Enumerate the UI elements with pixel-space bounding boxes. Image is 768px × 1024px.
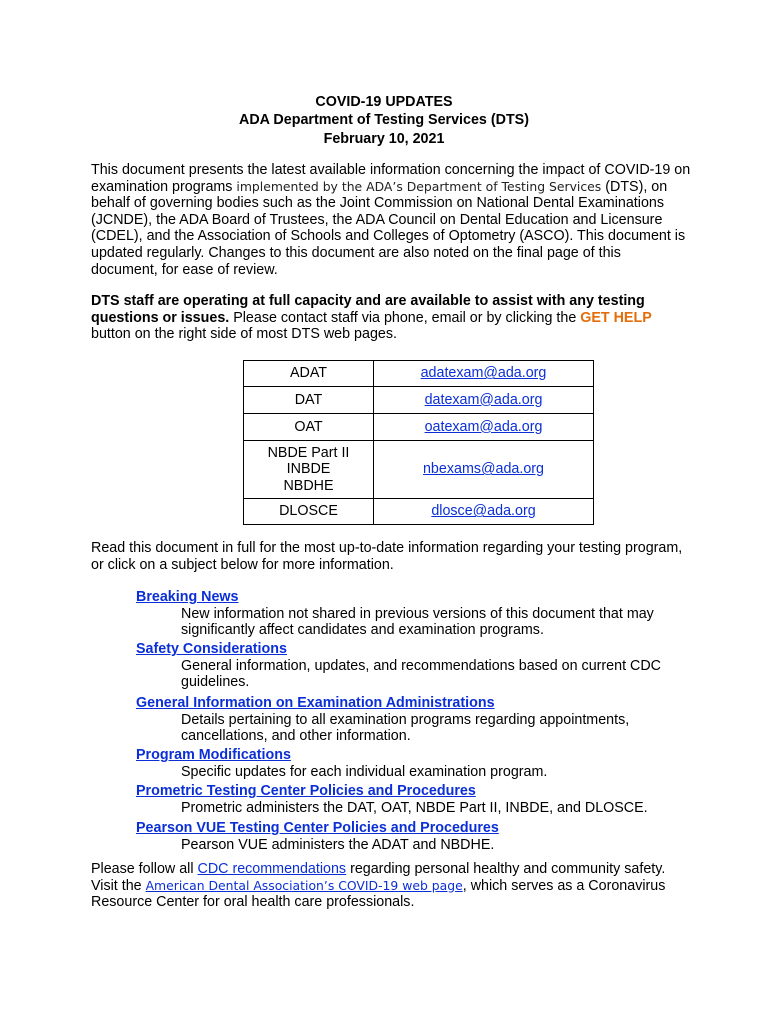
get-help-label: GET HELP <box>580 309 652 326</box>
subject-link[interactable]: General Information on Examination Administrations <box>136 695 495 711</box>
subject-link[interactable]: Pearson VUE Testing Center Policies and Procedures <box>136 820 499 836</box>
program-cell <box>244 441 374 499</box>
closing-text-1: Please follow all <box>91 861 198 877</box>
subject-link[interactable]: Prometric Testing Center Policies and Procedures <box>136 783 476 799</box>
subject-description: General information, updates, and recommendations based on current CDC guidelines. <box>181 657 661 691</box>
program-line: NBDE Part II <box>267 444 350 461</box>
title-line-2: ADA Department of Testing Services (DTS) <box>239 112 529 129</box>
email-cell <box>374 387 594 414</box>
staff-bold-text: DTS staff are operating at full capacity and are available to assist with any testing questions or issues. <box>91 293 645 326</box>
subject-description: Specific updates for each individual examination program. <box>181 763 548 780</box>
email-link[interactable]: nbexams@ada.org <box>422 461 544 478</box>
read-instructions: Read this document in full for the most up-to-date information regarding your testing program, or click on a subject below for more information. <box>91 540 683 573</box>
email-link[interactable]: datexam@ada.org <box>424 391 543 408</box>
subject-item <box>136 589 676 639</box>
contact-row <box>244 441 594 499</box>
email-link[interactable]: dlosce@ada.org <box>431 503 536 520</box>
staff-text-1: Please contact staff via phone, email or by clicking the <box>229 309 581 326</box>
program-cell: DAT <box>244 387 374 414</box>
title-date: February 10, 2021 <box>323 130 445 147</box>
contact-row <box>244 499 594 525</box>
contact-row <box>244 414 594 441</box>
program-cell: DLOSCE <box>244 499 374 525</box>
email-cell <box>374 361 594 387</box>
subject-link[interactable]: Program Modifications <box>136 747 291 763</box>
program-cell: ADAT <box>244 361 374 387</box>
contact-row <box>244 361 594 387</box>
email-cell <box>374 441 594 499</box>
program-line: INBDE <box>286 461 331 478</box>
intro-text-3: (DTS), on behalf of governing bodies such as the Joint Commission on National Dental Examinations (JCNDE), the ADA Board of Trustees, the ADA Council on Dental Education and Licensure (CDEL), and the Association of Schools and Colleges of Optometry (ASCO). This document is updated regularly. Changes to this document are also noted on the final page of this document, for ease of review. <box>91 178 686 278</box>
program-cell: OAT <box>244 414 374 441</box>
title-line-1: COVID-19 UPDATES <box>315 94 453 110</box>
intro-text-1: This document presents the latest available information concerning the impact of COVID-19 on examination programs <box>91 162 691 195</box>
contact-row <box>244 387 594 414</box>
email-cell <box>374 414 594 441</box>
document-title <box>0 93 768 148</box>
subject-item <box>136 747 676 780</box>
subject-item <box>136 641 676 691</box>
subject-description: New information not shared in previous versions of this document that may significantly affect candidates and examination programs. <box>181 605 654 639</box>
email-link[interactable]: oatexam@ada.org <box>424 418 543 435</box>
closing-text-3: , which serves as a Coronavirus Resource Center for oral health care professionals. <box>91 877 666 911</box>
staff-paragraph <box>91 293 691 343</box>
subject-description: Details pertaining to all examination programs regarding appointments, cancellations, and other information. <box>181 711 630 745</box>
ada-covid-link[interactable]: American Dental Association’s COVID-19 web page <box>145 877 463 893</box>
contact-table <box>243 360 594 525</box>
closing-paragraph <box>91 861 691 911</box>
subject-item <box>136 820 676 853</box>
subject-description: Prometric administers the DAT, OAT, NBDE Part II, INBDE, and DLOSCE. <box>181 799 648 816</box>
subject-item <box>136 783 676 816</box>
subject-item <box>136 695 676 745</box>
email-cell <box>374 499 594 525</box>
intro-paragraph <box>91 162 691 278</box>
closing-text-2: regarding personal healthy and community safety. Visit the <box>91 861 666 894</box>
subject-description: Pearson VUE administers the ADAT and NBDHE. <box>181 836 495 853</box>
cdc-link[interactable]: CDC recommendations <box>197 861 347 877</box>
email-link[interactable]: adatexam@ada.org <box>420 365 547 382</box>
subject-link[interactable]: Safety Considerations <box>136 641 287 657</box>
subject-link[interactable]: Breaking News <box>136 589 239 605</box>
intro-text-2: implemented by the ADA’s Department of Testing Services <box>236 178 602 194</box>
staff-text-2: button on the right side of most DTS web pages. <box>91 326 397 343</box>
program-line: NBDHE <box>283 477 334 494</box>
